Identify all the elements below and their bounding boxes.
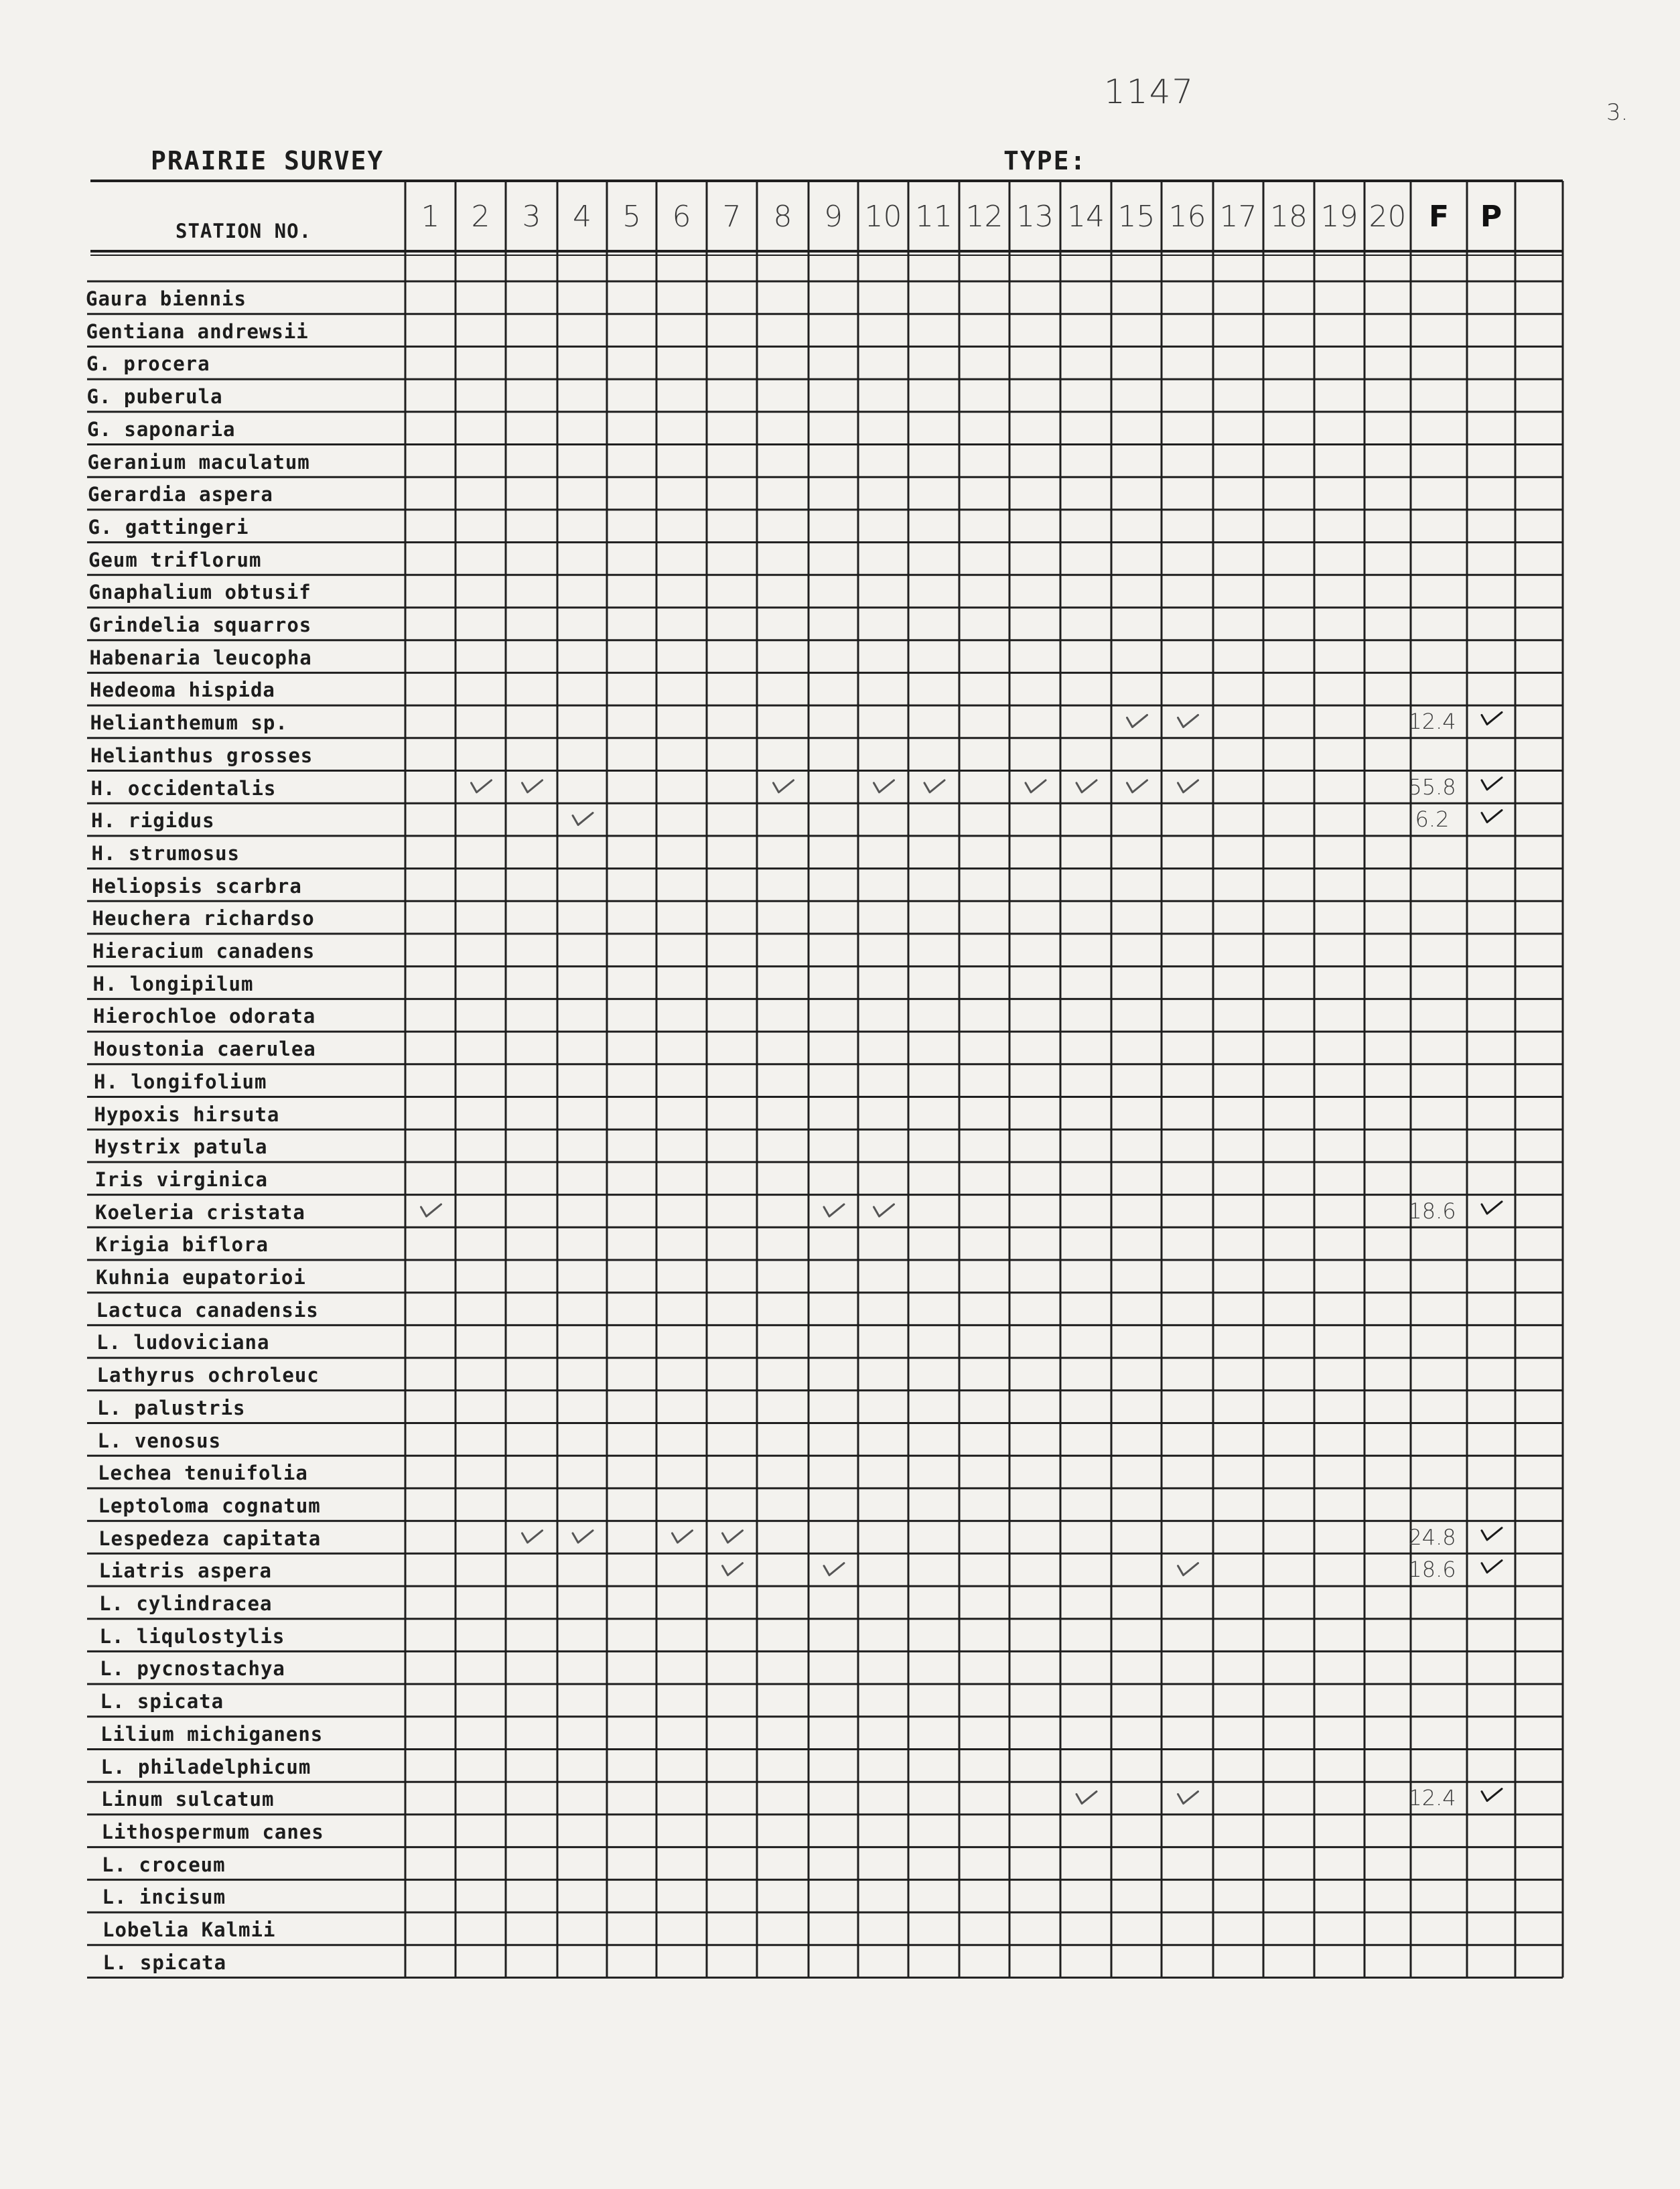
station-column-header: 7 (722, 200, 742, 234)
station-check-mark (522, 1531, 543, 1543)
frequency-value: 24.8 (1408, 1524, 1456, 1550)
station-column-header: 15 (1117, 200, 1156, 234)
species-name: Lithospermum canes (101, 1820, 324, 1843)
station-column-header: 14 (1067, 200, 1105, 234)
species-name: G. procera (86, 352, 210, 376)
handwritten-note: 1147 (1104, 72, 1195, 111)
station-column-header: 4 (573, 200, 591, 234)
frequency-value: 18.6 (1408, 1557, 1456, 1583)
species-name: Gerardia aspera (88, 483, 273, 506)
station-check-mark (874, 1204, 894, 1216)
station-column-header: 6 (672, 200, 691, 234)
frequency-value: 12.4 (1408, 1785, 1456, 1811)
frequency-value: 55.8 (1408, 774, 1456, 800)
species-name: L. croceum (102, 1853, 226, 1876)
station-check-mark (723, 1563, 743, 1575)
station-column-header: 10 (864, 200, 902, 234)
species-name: Geum triflorum (88, 548, 262, 571)
frequency-value: 12.4 (1408, 709, 1456, 735)
station-check-mark (1178, 715, 1198, 727)
station-column-header: P (1480, 200, 1502, 234)
station-column-header: 11 (915, 200, 953, 234)
presence-check-mark (1482, 810, 1502, 823)
survey-title: PRAIRIE SURVEY (151, 146, 384, 175)
species-name: Hypoxis hirsuta (94, 1103, 280, 1126)
species-name: L. liqulostylis (99, 1624, 285, 1648)
species-name: Leptoloma cognatum (98, 1494, 321, 1517)
species-name: Helianthus grosses (90, 744, 313, 767)
station-column-header: 16 (1168, 200, 1206, 234)
station-check-mark (1076, 1792, 1097, 1804)
species-name: Iris virginica (94, 1168, 268, 1191)
station-check-mark (924, 780, 944, 792)
species-name: H. occidentalis (90, 776, 277, 800)
station-check-mark (824, 1204, 844, 1216)
presence-check-mark (1482, 1528, 1502, 1540)
species-name: H. rigidus (91, 809, 215, 833)
species-name: Liatris aspera (98, 1559, 272, 1583)
page-number: 3. (1606, 99, 1628, 126)
species-name: Lobelia Kalmii (102, 1918, 276, 1941)
station-check-mark (573, 813, 593, 825)
species-name: Heliopsis scarbra (92, 874, 302, 898)
frequency-value: 18.6 (1408, 1198, 1456, 1224)
species-name: H. longipilum (92, 972, 254, 995)
species-name: Koeleria cristata (95, 1200, 305, 1224)
station-column-header: 3 (522, 200, 541, 234)
station-check-mark (472, 780, 492, 792)
station-check-mark (1076, 780, 1097, 792)
species-name: Grindelia squarros (89, 614, 312, 636)
species-name: Geranium maculatum (87, 450, 310, 474)
species-name: Hieracium canadens (92, 940, 316, 963)
station-check-mark (774, 780, 794, 792)
presence-check-mark (1482, 1202, 1502, 1214)
species-name: Hystrix patula (94, 1135, 268, 1159)
station-column-header: 13 (1016, 200, 1054, 234)
species-name: Heuchera richardso (92, 907, 315, 930)
presence-check-mark (1482, 712, 1502, 724)
species-name: Gnaphalium obtusif (88, 581, 311, 604)
species-name: G. puberula (86, 385, 223, 409)
station-column-header: 2 (471, 200, 490, 234)
species-name: Lilium michiganens (100, 1722, 324, 1746)
species-name: L. pycnostachya (100, 1657, 285, 1681)
species-name: Hierochloe odorata (93, 1005, 316, 1028)
species-name: L. incisum (102, 1886, 226, 1909)
species-name: L. philadelphicum (100, 1755, 311, 1778)
species-name: L. cylindracea (99, 1592, 273, 1615)
presence-check-mark (1482, 1561, 1502, 1573)
species-name: G. saponaria (87, 417, 236, 441)
species-name: Lespedeza capitata (98, 1527, 322, 1550)
species-name: Houstonia caerulea (93, 1038, 316, 1061)
species-name: L. ludoviciana (96, 1331, 270, 1354)
station-check-mark (824, 1563, 844, 1575)
species-name: L. spicata (102, 1951, 227, 1974)
station-column-header: 17 (1219, 200, 1257, 234)
species-name: Habenaria leucopha (89, 646, 312, 669)
station-check-mark (522, 780, 543, 792)
station-no-label: STATION NO. (176, 220, 312, 242)
presence-check-mark (1482, 778, 1502, 790)
station-check-mark (1026, 780, 1046, 792)
station-column-header: 1 (421, 200, 440, 234)
station-column-header: 12 (965, 200, 1003, 234)
species-name: Lactuca canadensis (96, 1298, 319, 1322)
presence-check-mark (1482, 1789, 1502, 1801)
frequency-value: 6.2 (1415, 806, 1450, 833)
species-name: Helianthemum sp. (90, 711, 288, 735)
species-name: Gaura biennis (86, 287, 247, 310)
station-check-mark (421, 1204, 441, 1216)
station-check-mark (673, 1531, 693, 1543)
station-column-header: F (1428, 200, 1450, 234)
species-name: L. venosus (97, 1429, 222, 1452)
species-name: Lechea tenuifolia (98, 1462, 308, 1485)
species-name: L. spicata (100, 1690, 224, 1713)
species-name: Krigia biflora (95, 1233, 269, 1257)
species-name: Linum sulcatum (101, 1788, 275, 1811)
station-check-mark (1127, 715, 1147, 727)
type-field-label: TYPE: (1003, 146, 1087, 175)
station-column-header: 20 (1369, 200, 1407, 234)
species-name: G. gattingeri (88, 515, 249, 539)
station-check-mark (874, 780, 894, 792)
station-column-header: 9 (824, 200, 843, 234)
station-check-mark (1178, 1792, 1198, 1804)
station-check-mark (1178, 780, 1198, 792)
station-check-mark (573, 1531, 593, 1543)
species-name: Gentiana andrewsii (86, 320, 309, 343)
species-name: H. strumosus (91, 841, 240, 865)
species-name: L. palustris (97, 1396, 246, 1419)
species-name: H. longifolium (94, 1070, 267, 1093)
station-column-header: 8 (773, 200, 792, 234)
species-name: Hedeoma hispida (90, 679, 275, 702)
station-check-mark (723, 1531, 743, 1543)
species-name: Kuhnia eupatorioi (96, 1266, 306, 1289)
station-check-mark (1178, 1563, 1198, 1575)
species-name: Lathyrus ochroleuc (96, 1364, 320, 1387)
station-check-mark (1127, 780, 1147, 792)
station-column-header: 19 (1320, 200, 1358, 234)
station-column-header: 5 (622, 200, 641, 234)
station-column-header: 18 (1270, 200, 1308, 234)
